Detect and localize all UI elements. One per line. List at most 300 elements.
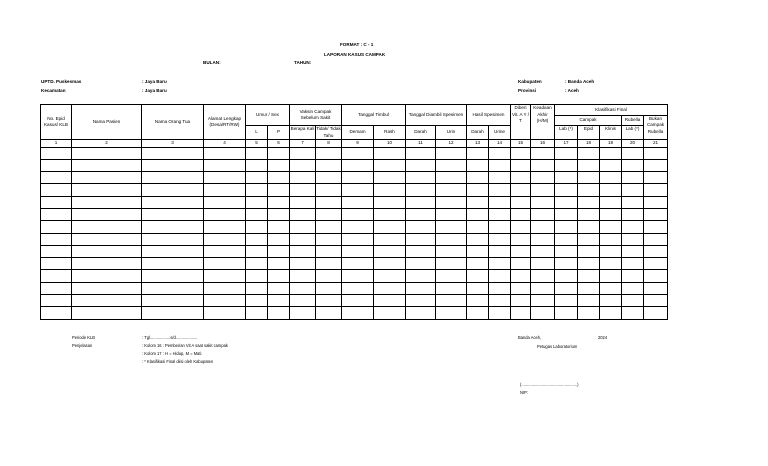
table-cell[interactable] [436,184,467,196]
table-cell[interactable] [204,196,246,208]
format-code: FORMAT : C - 1 [340,42,374,47]
table-cell[interactable] [142,159,204,171]
table-cell[interactable] [316,184,342,196]
table-cell[interactable] [578,221,600,233]
table-cell[interactable] [204,184,246,196]
table-cell[interactable] [142,196,204,208]
table-cell[interactable] [268,245,290,257]
table-cell[interactable] [600,196,622,208]
table-cell[interactable] [72,258,142,270]
table-cell[interactable] [246,282,268,294]
table-cell[interactable] [578,208,600,220]
table-cell[interactable] [622,147,644,159]
table-cell[interactable] [290,258,316,270]
table-cell[interactable] [489,282,511,294]
table-cell[interactable] [622,245,644,257]
table-cell[interactable] [374,196,406,208]
table-cell[interactable] [531,282,555,294]
table-cell[interactable] [622,295,644,307]
table-cell[interactable] [489,147,511,159]
table-cell[interactable] [72,147,142,159]
table-cell[interactable] [246,147,268,159]
table-cell[interactable] [511,221,531,233]
table-cell[interactable] [489,270,511,282]
table-cell[interactable] [41,208,72,220]
table-cell[interactable] [268,172,290,184]
table-cell[interactable] [374,270,406,282]
col-tgl-spesimen: Tanggal Diambil Spesimen [406,105,467,126]
table-cell[interactable] [555,270,578,282]
table-cell[interactable] [268,184,290,196]
table-cell[interactable] [555,233,578,245]
table-cell[interactable] [41,282,72,294]
table-row [41,184,668,196]
table-cell[interactable] [316,307,342,319]
table-cell[interactable] [142,270,204,282]
table-cell[interactable] [600,147,622,159]
table-cell[interactable] [41,270,72,282]
table-cell[interactable] [406,295,436,307]
table-cell[interactable] [204,258,246,270]
table-cell[interactable] [316,172,342,184]
table-cell[interactable] [342,196,374,208]
table-cell[interactable] [622,196,644,208]
table-cell[interactable] [268,270,290,282]
table-cell[interactable] [374,159,406,171]
table-cell[interactable] [511,245,531,257]
table-cell[interactable] [467,196,489,208]
table-cell[interactable] [555,159,578,171]
table-cell[interactable] [72,233,142,245]
table-cell[interactable] [41,184,72,196]
table-cell[interactable] [246,307,268,319]
table-cell[interactable] [644,147,668,159]
column-number: 11 [406,140,436,148]
table-cell[interactable] [290,196,316,208]
table-cell[interactable] [142,172,204,184]
table-cell[interactable] [555,208,578,220]
table-cell[interactable] [316,147,342,159]
table-cell[interactable] [555,147,578,159]
table-cell[interactable] [467,258,489,270]
table-cell[interactable] [555,196,578,208]
table-cell[interactable] [489,245,511,257]
table-cell[interactable] [467,172,489,184]
table-cell[interactable] [436,208,467,220]
table-cell[interactable] [342,172,374,184]
table-cell[interactable] [644,233,668,245]
table-cell[interactable] [531,233,555,245]
table-cell[interactable] [511,270,531,282]
table-cell[interactable] [578,233,600,245]
table-cell[interactable] [268,295,290,307]
table-cell[interactable] [555,184,578,196]
table-cell[interactable] [342,221,374,233]
table-cell[interactable] [467,233,489,245]
table-cell[interactable] [600,208,622,220]
table-cell[interactable] [555,172,578,184]
table-cell[interactable] [531,184,555,196]
table-cell[interactable] [644,221,668,233]
table-cell[interactable] [342,208,374,220]
table-cell[interactable] [374,172,406,184]
table-cell[interactable] [204,233,246,245]
table-cell[interactable] [374,233,406,245]
table-cell[interactable] [72,307,142,319]
table-cell[interactable] [72,245,142,257]
table-cell[interactable] [555,282,578,294]
table-cell[interactable] [406,245,436,257]
table-cell[interactable] [41,221,72,233]
table-cell[interactable] [342,184,374,196]
table-cell[interactable] [204,307,246,319]
table-cell[interactable] [374,245,406,257]
table-cell[interactable] [204,221,246,233]
table-cell[interactable] [578,295,600,307]
table-cell[interactable] [467,295,489,307]
table-cell[interactable] [555,258,578,270]
table-cell[interactable] [290,307,316,319]
table-cell[interactable] [41,147,72,159]
table-cell[interactable] [406,184,436,196]
table-cell[interactable] [290,172,316,184]
table-cell[interactable] [511,172,531,184]
table-cell[interactable] [72,159,142,171]
table-cell[interactable] [316,295,342,307]
table-cell[interactable] [531,159,555,171]
table-cell[interactable] [342,147,374,159]
table-cell[interactable] [342,245,374,257]
table-cell[interactable] [511,159,531,171]
table-cell[interactable] [531,221,555,233]
table-cell[interactable] [600,307,622,319]
table-cell[interactable] [246,245,268,257]
table-cell[interactable] [600,184,622,196]
table-cell[interactable] [489,233,511,245]
table-cell[interactable] [268,307,290,319]
table-cell[interactable] [406,307,436,319]
table-cell[interactable] [41,159,72,171]
table-cell[interactable] [41,245,72,257]
table-cell[interactable] [644,258,668,270]
table-cell[interactable] [644,172,668,184]
table-cell[interactable] [511,307,531,319]
table-cell[interactable] [41,258,72,270]
table-cell[interactable] [644,159,668,171]
table-cell[interactable] [316,233,342,245]
table-cell[interactable] [246,258,268,270]
table-cell[interactable] [489,295,511,307]
table-cell[interactable] [142,295,204,307]
table-cell[interactable] [436,221,467,233]
table-cell[interactable] [406,208,436,220]
table-cell[interactable] [644,270,668,282]
table-cell[interactable] [644,295,668,307]
table-cell[interactable] [72,208,142,220]
table-cell[interactable] [290,184,316,196]
table-cell[interactable] [578,184,600,196]
table-cell[interactable] [555,245,578,257]
table-cell[interactable] [489,172,511,184]
table-cell[interactable] [489,159,511,171]
table-cell[interactable] [316,258,342,270]
table-cell[interactable] [600,159,622,171]
table-cell[interactable] [511,196,531,208]
table-cell[interactable] [342,270,374,282]
table-cell[interactable] [531,172,555,184]
table-cell[interactable] [72,221,142,233]
table-cell[interactable] [342,282,374,294]
table-cell[interactable] [406,172,436,184]
table-cell[interactable] [489,221,511,233]
table-cell[interactable] [406,147,436,159]
table-cell[interactable] [246,208,268,220]
table-cell[interactable] [467,282,489,294]
table-cell[interactable] [316,245,342,257]
table-cell[interactable] [436,245,467,257]
table-cell[interactable] [467,307,489,319]
table-cell[interactable] [578,196,600,208]
table-cell[interactable] [511,184,531,196]
table-cell[interactable] [72,282,142,294]
table-cell[interactable] [41,307,72,319]
table-cell[interactable] [268,282,290,294]
table-cell[interactable] [578,270,600,282]
table-cell[interactable] [342,258,374,270]
table-cell[interactable] [436,172,467,184]
table-cell[interactable] [406,196,436,208]
table-cell[interactable] [467,270,489,282]
table-cell[interactable] [316,159,342,171]
table-cell[interactable] [290,270,316,282]
table-cell[interactable] [531,196,555,208]
table-cell[interactable] [489,184,511,196]
table-cell[interactable] [578,282,600,294]
table-cell[interactable] [142,307,204,319]
table-cell[interactable] [489,208,511,220]
table-cell[interactable] [489,307,511,319]
table-cell[interactable] [142,147,204,159]
table-cell[interactable] [204,295,246,307]
table-cell[interactable] [622,307,644,319]
table-cell[interactable] [72,184,142,196]
table-cell[interactable] [342,159,374,171]
table-cell[interactable] [406,233,436,245]
table-cell[interactable] [246,184,268,196]
table-cell[interactable] [578,147,600,159]
table-cell[interactable] [578,307,600,319]
table-cell[interactable] [578,172,600,184]
table-cell[interactable] [511,147,531,159]
table-cell[interactable] [246,221,268,233]
table-cell[interactable] [644,282,668,294]
table-cell[interactable] [374,258,406,270]
table-cell[interactable] [644,307,668,319]
table-cell[interactable] [41,233,72,245]
table-cell[interactable] [290,233,316,245]
table-cell[interactable] [316,221,342,233]
table-cell[interactable] [374,295,406,307]
table-cell[interactable] [204,270,246,282]
table-cell[interactable] [246,295,268,307]
table-cell[interactable] [142,221,204,233]
table-cell[interactable] [622,282,644,294]
table-cell[interactable] [531,245,555,257]
table-cell[interactable] [406,258,436,270]
table-cell[interactable] [142,245,204,257]
table-cell[interactable] [644,208,668,220]
table-cell[interactable] [467,245,489,257]
table-cell[interactable] [622,184,644,196]
table-cell[interactable] [406,159,436,171]
table-cell[interactable] [290,282,316,294]
table-cell[interactable] [316,282,342,294]
table-cell[interactable] [406,221,436,233]
table-cell[interactable] [467,221,489,233]
column-number: 5 [246,140,268,148]
table-cell[interactable] [316,196,342,208]
table-cell[interactable] [644,245,668,257]
table-cell[interactable] [489,196,511,208]
table-cell[interactable] [268,196,290,208]
table-cell[interactable] [142,184,204,196]
table-cell[interactable] [467,159,489,171]
table-cell[interactable] [600,270,622,282]
table-cell[interactable] [436,258,467,270]
table-cell[interactable] [436,282,467,294]
table-cell[interactable] [290,295,316,307]
table-cell[interactable] [246,196,268,208]
table-cell[interactable] [72,172,142,184]
table-cell[interactable] [467,184,489,196]
table-cell[interactable] [531,307,555,319]
table-cell[interactable] [555,307,578,319]
table-cell[interactable] [600,233,622,245]
table-cell[interactable] [622,208,644,220]
table-cell[interactable] [268,233,290,245]
table-cell[interactable] [600,295,622,307]
table-cell[interactable] [374,307,406,319]
table-cell[interactable] [142,208,204,220]
table-cell[interactable] [622,159,644,171]
table-cell[interactable] [436,307,467,319]
table-cell[interactable] [555,221,578,233]
table-cell[interactable] [72,295,142,307]
table-cell[interactable] [578,245,600,257]
table-cell[interactable] [600,282,622,294]
table-cell[interactable] [622,221,644,233]
table-cell[interactable] [268,221,290,233]
table-cell[interactable] [290,159,316,171]
table-cell[interactable] [290,147,316,159]
table-cell[interactable] [531,258,555,270]
table-cell[interactable] [436,196,467,208]
table-cell[interactable] [142,258,204,270]
table-cell[interactable] [374,147,406,159]
table-cell[interactable] [246,172,268,184]
table-cell[interactable] [72,270,142,282]
table-cell[interactable] [622,233,644,245]
table-cell[interactable] [531,270,555,282]
table-cell[interactable] [436,147,467,159]
table-cell[interactable] [342,295,374,307]
table-cell[interactable] [511,208,531,220]
table-cell[interactable] [374,208,406,220]
table-cell[interactable] [142,233,204,245]
table-cell[interactable] [342,233,374,245]
table-cell[interactable] [622,270,644,282]
table-cell[interactable] [600,245,622,257]
table-cell[interactable] [436,295,467,307]
table-cell[interactable] [316,208,342,220]
table-cell[interactable] [406,282,436,294]
table-cell[interactable] [531,295,555,307]
table-cell[interactable] [41,172,72,184]
table-cell[interactable] [41,295,72,307]
table-cell[interactable] [290,208,316,220]
table-cell[interactable] [436,233,467,245]
table-cell[interactable] [204,282,246,294]
table-cell[interactable] [511,258,531,270]
table-cell[interactable] [290,245,316,257]
table-cell[interactable] [204,172,246,184]
table-cell[interactable] [374,221,406,233]
table-cell[interactable] [72,196,142,208]
table-cell[interactable] [268,159,290,171]
table-cell[interactable] [268,208,290,220]
table-cell[interactable] [600,221,622,233]
table-cell[interactable] [342,307,374,319]
table-cell[interactable] [511,282,531,294]
table-cell[interactable] [436,159,467,171]
table-cell[interactable] [467,208,489,220]
table-cell[interactable] [436,270,467,282]
table-cell[interactable] [374,184,406,196]
table-cell[interactable] [204,208,246,220]
table-cell[interactable] [622,172,644,184]
table-cell[interactable] [511,233,531,245]
table-cell[interactable] [511,295,531,307]
table-cell[interactable] [142,282,204,294]
table-cell[interactable] [489,258,511,270]
table-cell[interactable] [204,159,246,171]
table-cell[interactable] [246,159,268,171]
table-cell[interactable] [204,245,246,257]
table-cell[interactable] [555,295,578,307]
table-cell[interactable] [41,196,72,208]
table-cell[interactable] [600,258,622,270]
table-cell[interactable] [246,270,268,282]
table-cell[interactable] [531,208,555,220]
table-cell[interactable] [467,147,489,159]
table-cell[interactable] [268,258,290,270]
table-cell[interactable] [622,258,644,270]
table-cell[interactable] [600,172,622,184]
table-cell[interactable] [316,270,342,282]
table-cell[interactable] [578,258,600,270]
col-campak-epid: Epid [578,126,600,140]
table-cell[interactable] [374,282,406,294]
table-cell[interactable] [644,196,668,208]
table-cell[interactable] [644,184,668,196]
table-cell[interactable] [578,159,600,171]
table-cell[interactable] [268,147,290,159]
table-cell[interactable] [406,270,436,282]
table-cell[interactable] [290,221,316,233]
table-cell[interactable] [204,147,246,159]
table-cell[interactable] [246,233,268,245]
table-cell[interactable] [531,147,555,159]
